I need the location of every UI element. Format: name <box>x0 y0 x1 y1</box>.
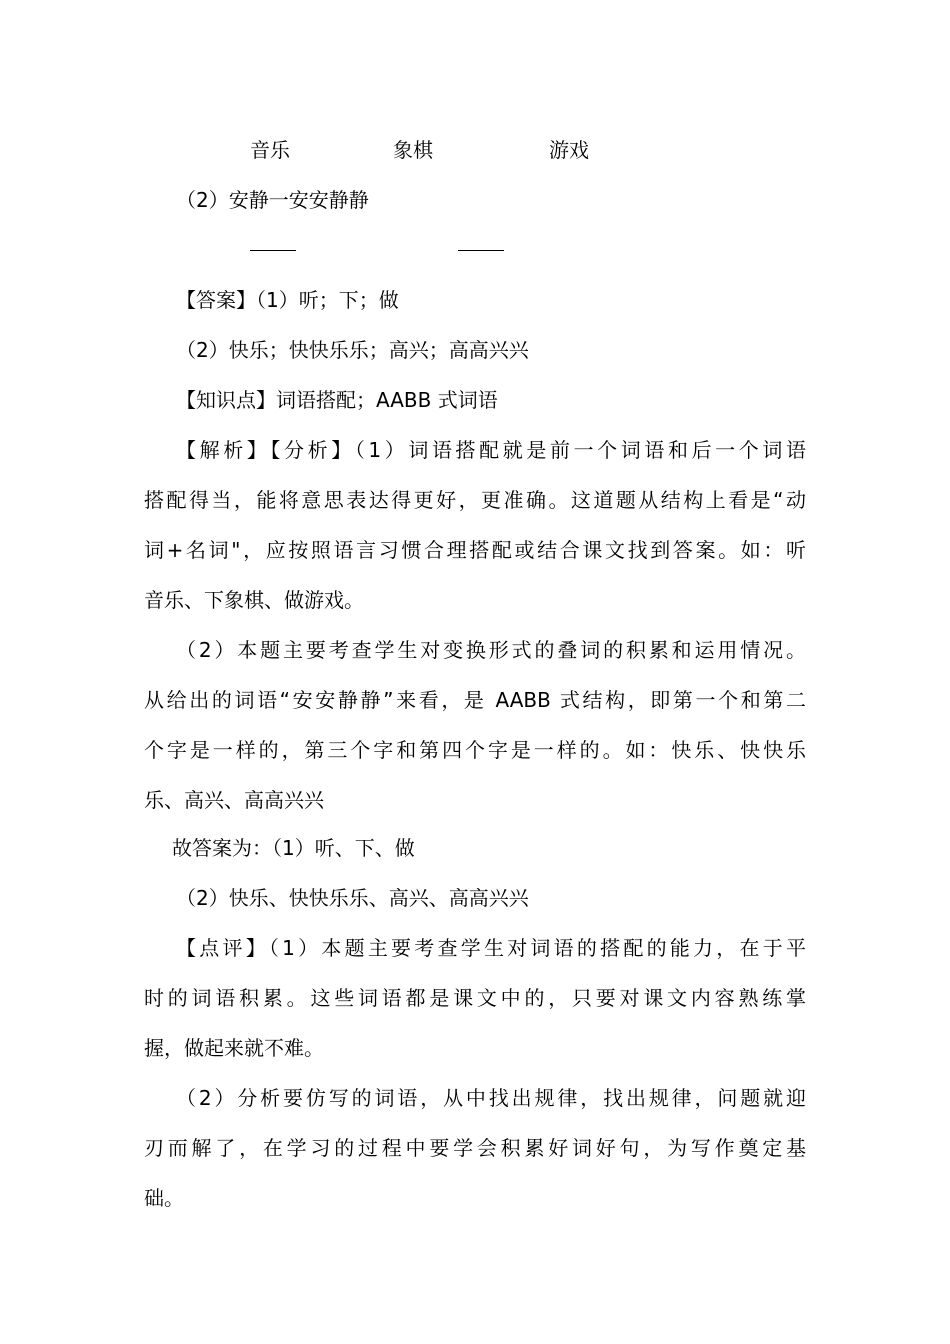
word-music: 音乐 <box>250 138 290 162</box>
answer-line-1: 【答案】（1）听；下；做 <box>176 288 399 312</box>
conclusion-line-2: （2）快乐、快快乐乐、高兴、高高兴兴 <box>176 886 529 910</box>
word-chess: 象棋 <box>393 138 433 162</box>
analysis-paragraph-2-line: （2）本题主要考查学生对变换形式的叠词的积累和运用情况。 <box>176 638 806 662</box>
answer-blank-2 <box>458 236 504 264</box>
comment-paragraph-1-line: 握，做起来就不难。 <box>144 1036 324 1060</box>
conclusion-line-1: 故答案为：（1）听、下、做 <box>172 836 415 860</box>
answer-line-2: （2）快乐；快快乐乐；高兴；高高兴兴 <box>176 338 529 362</box>
comment-paragraph-1-line: 时的词语积累。这些词语都是课文中的，只要对课文内容熟练掌 <box>144 986 806 1010</box>
answer-blank-1 <box>250 236 296 264</box>
analysis-paragraph-2-line: 乐、高兴、高高兴兴 <box>144 788 324 812</box>
comment-paragraph-1-line: 【点评】（1）本题主要考查学生对词语的搭配的能力，在于平 <box>176 936 806 960</box>
comment-paragraph-2-line: 刃而解了，在学习的过程中要学会积累好词好句，为写作奠定基 <box>144 1136 806 1160</box>
analysis-paragraph-1-line: 搭配得当，能将意思表达得更好，更准确。这道题从结构上看是“动 <box>144 488 806 512</box>
analysis-paragraph-2-line: 从给出的词语“安安静静”来看，是 AABB 式结构，即第一个和第二 <box>144 688 806 712</box>
comment-paragraph-2-line: （2）分析要仿写的词语，从中找出规律，找出规律，问题就迎 <box>176 1086 806 1110</box>
analysis-paragraph-1-line: 音乐、下象棋、做游戏。 <box>144 588 364 612</box>
analysis-paragraph-1-line: 词+名词"，应按照语言习惯合理搭配或结合课文找到答案。如：听 <box>144 538 806 562</box>
knowledge-point: 【知识点】词语搭配；AABB 式词语 <box>176 388 498 412</box>
question-2-prompt: （2）安静一安安静静 <box>176 188 369 212</box>
word-game: 游戏 <box>549 138 589 162</box>
analysis-paragraph-2-line: 个字是一样的，第三个字和第四个字是一样的。如：快乐、快快乐 <box>144 738 806 762</box>
comment-paragraph-2-line: 础。 <box>144 1186 184 1210</box>
analysis-paragraph-1-line: 【解析】【分析】（1）词语搭配就是前一个词语和后一个词语 <box>176 438 806 462</box>
